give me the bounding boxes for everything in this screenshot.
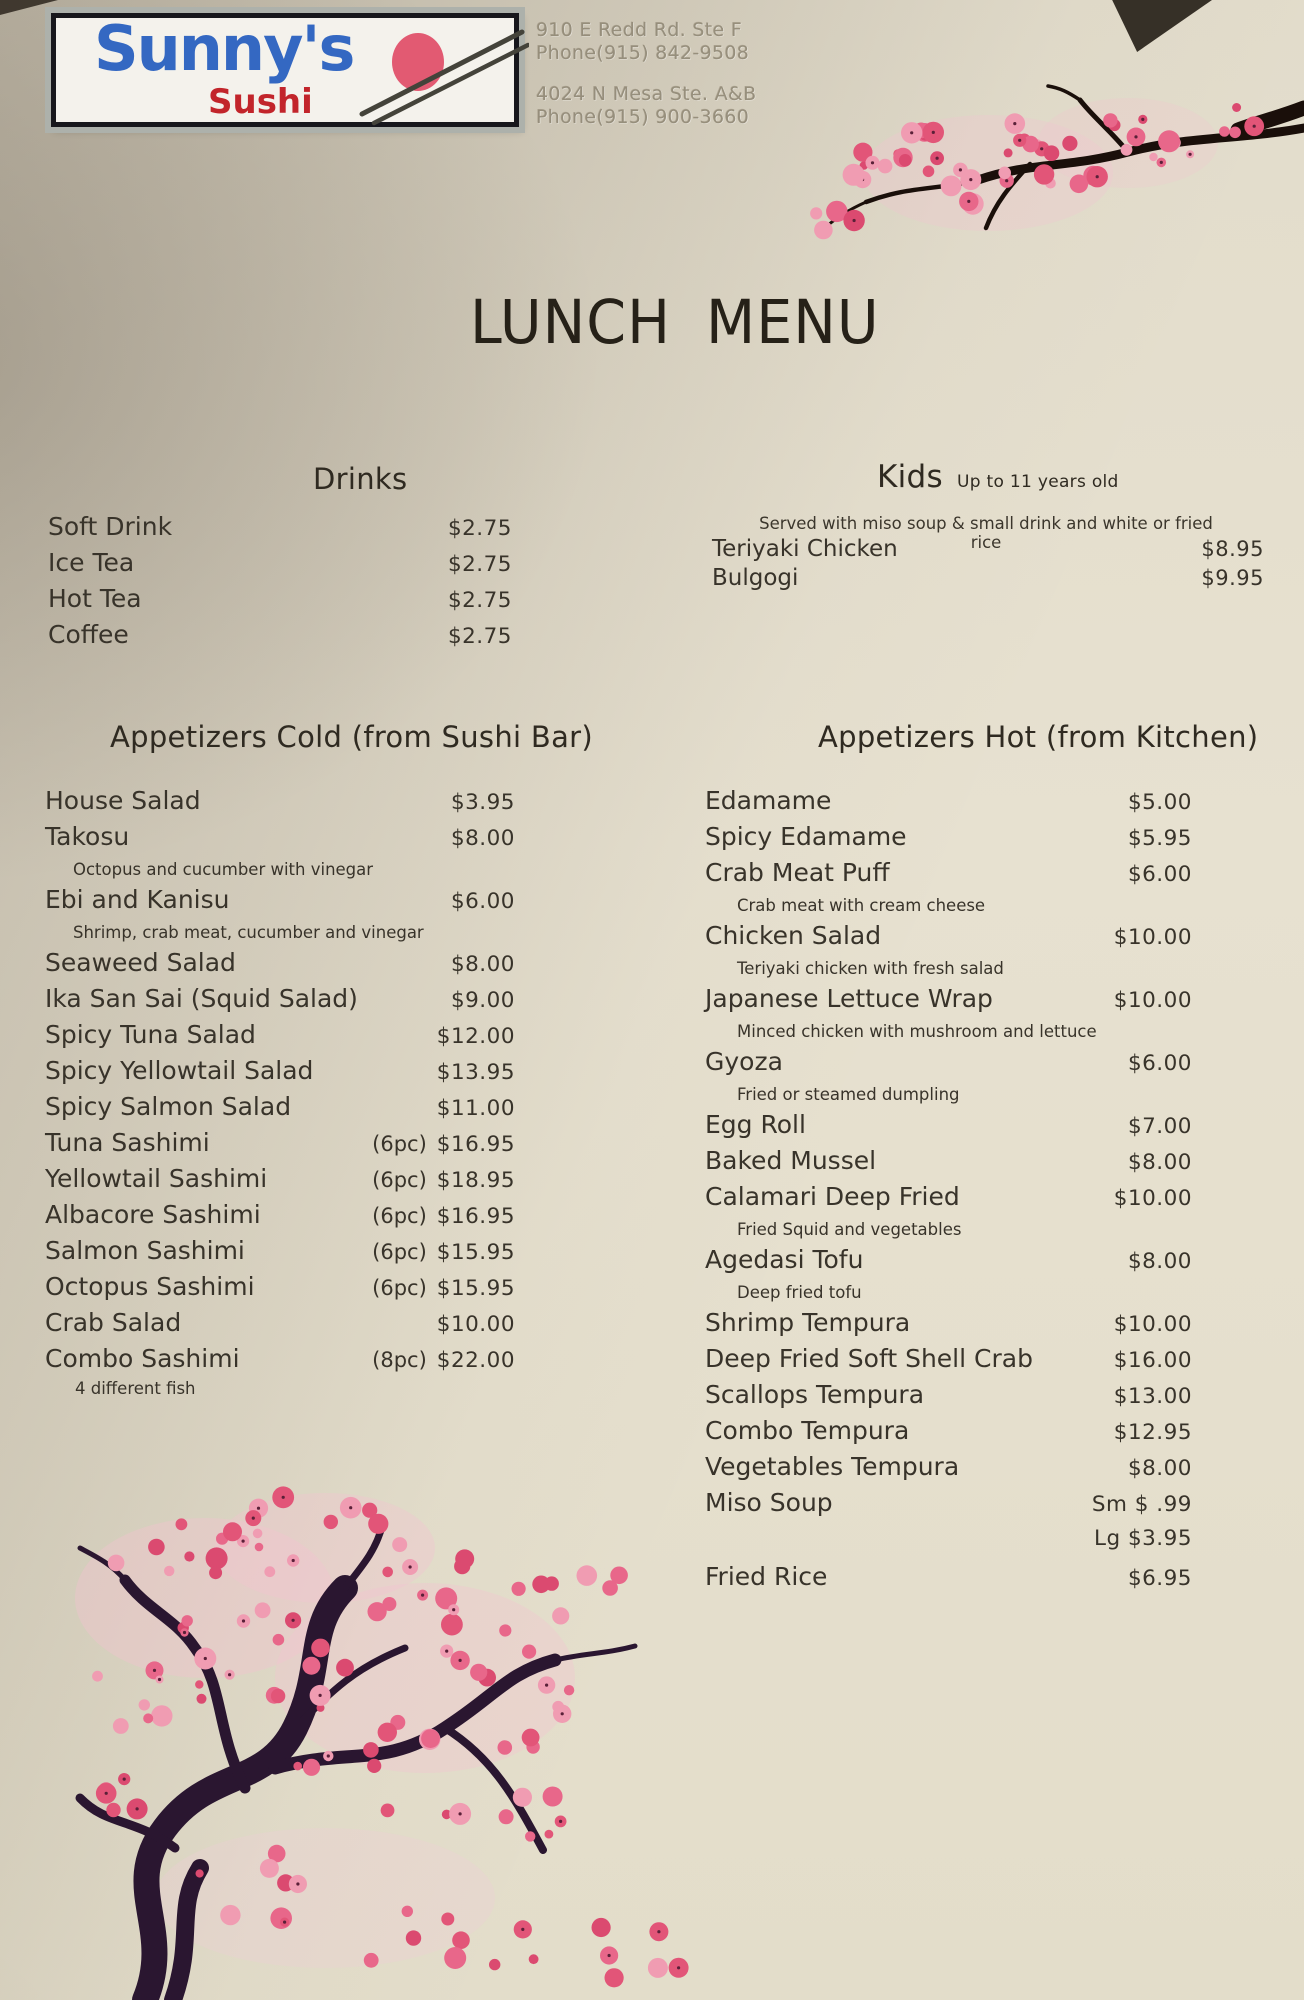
item-price: $2.75	[447, 624, 512, 649]
item-name: Spicy Salmon Salad	[45, 1092, 292, 1121]
item-price-group	[372, 1344, 515, 1378]
menu-item-row	[705, 1414, 1192, 1450]
item-price-group	[437, 1020, 515, 1054]
restaurant-name-sub: Sushi	[208, 82, 313, 122]
menu-item-row	[705, 1560, 1192, 1596]
menu-item	[45, 1198, 515, 1234]
menu-item	[48, 510, 512, 546]
item-price-group	[451, 786, 515, 820]
item-description: Teriyaki chicken with fresh salad	[737, 959, 1004, 978]
item-price: $6.95	[1127, 1566, 1192, 1591]
menu-item-row	[45, 1090, 515, 1126]
menu-item	[705, 1144, 1192, 1180]
item-name: Bulgogi	[712, 564, 799, 591]
item-quantity: (8pc)	[372, 1348, 427, 1372]
item-name: Seaweed Salad	[45, 948, 236, 977]
menu-item-row	[705, 1450, 1192, 1486]
item-name: Octopus Sashimi	[45, 1272, 255, 1301]
phone-line: Phone(915) 842-9508	[536, 42, 750, 64]
menu-item-row	[705, 1144, 1192, 1180]
menu-item	[45, 1090, 515, 1126]
item-price-group	[1201, 565, 1264, 594]
appetizers-cold-list	[45, 784, 515, 1400]
item-price: $16.95	[436, 1132, 515, 1157]
address-line: 4024 N Mesa Ste. A&B	[536, 83, 757, 105]
menu-item	[45, 1126, 515, 1162]
item-price-group	[437, 1092, 515, 1126]
chopsticks-icon	[362, 32, 528, 123]
item-price: $13.00	[1113, 1384, 1192, 1409]
item-name: Spicy Tuna Salad	[45, 1020, 256, 1049]
menu-item-row	[45, 1126, 515, 1162]
logo-art	[344, 22, 529, 127]
item-price-group	[1128, 1110, 1192, 1144]
item-name: Egg Roll	[705, 1110, 806, 1139]
item-price-group	[448, 584, 512, 618]
item-name: Tuna Sashimi	[45, 1128, 210, 1157]
item-price: $9.00	[450, 988, 515, 1013]
item-price-group	[1128, 858, 1192, 892]
item-name: Spicy Yellowtail Salad	[45, 1056, 314, 1085]
item-price: $10.00	[1113, 988, 1192, 1013]
item-price: $10.00	[436, 1312, 515, 1337]
item-name: Crab Meat Puff	[705, 858, 890, 887]
appetizers-hot-heading: Appetizers Hot (from Kitchen)	[818, 720, 1259, 754]
menu-item-row	[45, 784, 515, 820]
item-name: Shrimp Tempura	[705, 1308, 911, 1337]
item-name: Gyoza	[705, 1047, 783, 1076]
item-price-large: Lg $3.95	[1093, 1526, 1192, 1551]
item-price-group	[448, 620, 512, 654]
item-price-group	[1114, 921, 1192, 955]
item-price-group	[1114, 1182, 1192, 1216]
item-price-group	[448, 548, 512, 582]
item-name: Coffee	[48, 620, 129, 649]
menu-item-row	[45, 1234, 515, 1270]
item-price: $8.00	[1127, 1150, 1192, 1175]
item-price-group	[451, 885, 515, 919]
item-price: $16.00	[1113, 1348, 1192, 1373]
menu-item	[45, 982, 515, 1018]
menu-item-row	[705, 919, 1192, 955]
item-price-group	[372, 1164, 515, 1198]
menu-item	[705, 1180, 1192, 1243]
item-quantity: (6pc)	[372, 1240, 427, 1264]
item-name: Ebi and Kanisu	[45, 885, 230, 914]
menu-item	[45, 1306, 515, 1342]
item-price: $12.00	[436, 1024, 515, 1049]
item-price-group	[1128, 1562, 1192, 1596]
appetizers-hot-list	[705, 784, 1192, 1596]
item-price: $11.00	[436, 1096, 515, 1121]
menu-item	[705, 1450, 1192, 1486]
item-description: Octopus and cucumber with vinegar	[73, 860, 374, 879]
menu-item-row	[45, 946, 515, 982]
photo-corner-shadow	[0, 0, 58, 15]
restaurant-logo	[51, 13, 519, 127]
menu-item-row	[45, 883, 515, 919]
menu-item	[705, 919, 1192, 982]
address-line: 910 E Redd Rd. Ste F	[536, 19, 743, 41]
item-price: $6.00	[1127, 1051, 1192, 1076]
item-quantity: (6pc)	[372, 1168, 427, 1192]
item-description: Deep fried tofu	[737, 1283, 862, 1302]
item-price-group	[372, 1200, 515, 1234]
item-price-group	[1128, 1047, 1192, 1081]
item-price-group	[1114, 1380, 1192, 1414]
item-price-group	[451, 822, 515, 856]
menu-item	[45, 1342, 515, 1400]
menu-item	[705, 1414, 1192, 1450]
item-price: $2.75	[447, 516, 512, 541]
page-title: LUNCH MENU	[470, 288, 880, 358]
drinks-list	[48, 510, 512, 654]
item-price-group	[1114, 984, 1192, 1018]
menu-item-row	[48, 618, 512, 654]
item-quantity: (6pc)	[372, 1132, 427, 1156]
item-price: $8.00	[1127, 1249, 1192, 1274]
kids-list	[712, 536, 1264, 593]
menu-item-row	[705, 1243, 1192, 1279]
item-price: $16.95	[436, 1204, 515, 1229]
menu-item-row	[45, 1306, 515, 1342]
item-price: $12.95	[1113, 1420, 1192, 1445]
menu-item-row	[48, 510, 512, 546]
menu-item	[48, 618, 512, 654]
item-name: Japanese Lettuce Wrap	[705, 984, 993, 1013]
item-price: $9.95	[1201, 565, 1264, 590]
item-price: $15.95	[436, 1240, 515, 1265]
menu-item	[705, 784, 1192, 820]
menu-item-row	[705, 1306, 1192, 1342]
item-price: $8.00	[450, 952, 515, 977]
drinks-heading: Drinks	[313, 462, 408, 496]
item-name: Albacore Sashimi	[45, 1200, 261, 1229]
item-price-group	[372, 1236, 515, 1270]
menu-item-row	[45, 1018, 515, 1054]
menu-item	[705, 1243, 1192, 1306]
rising-sun-icon	[392, 33, 444, 91]
menu-item	[712, 536, 1264, 565]
menu-item-row	[48, 546, 512, 582]
menu-item-row	[712, 565, 1264, 594]
item-price-group	[437, 1056, 515, 1090]
menu-item	[45, 784, 515, 820]
item-price: Sm $ .99	[1091, 1492, 1192, 1517]
menu-item-row	[45, 1054, 515, 1090]
item-price-group	[1114, 1416, 1192, 1450]
item-price-group	[1114, 1344, 1192, 1378]
menu-item	[45, 1162, 515, 1198]
restaurant-name: Sunny's	[94, 12, 354, 85]
item-price-group	[1128, 786, 1192, 820]
item-price-group	[1128, 1245, 1192, 1279]
menu-item	[705, 856, 1192, 919]
item-description: Crab meat with cream cheese	[737, 896, 986, 915]
item-price: $6.00	[1127, 862, 1192, 887]
item-price-group	[372, 1128, 515, 1162]
menu-item	[705, 1378, 1192, 1414]
item-name: Baked Mussel	[705, 1146, 877, 1175]
menu-item-row	[45, 820, 515, 856]
item-name: Takosu	[45, 822, 130, 851]
item-price: $10.00	[1113, 925, 1192, 950]
item-name: Crab Salad	[45, 1308, 182, 1337]
item-description: 4 different fish	[75, 1379, 196, 1398]
item-description: Minced chicken with mushroom and lettuce	[737, 1022, 1097, 1041]
menu-item	[705, 1108, 1192, 1144]
menu-item-row	[45, 982, 515, 1018]
item-price-group	[1092, 1488, 1192, 1522]
item-name: Combo Tempura	[705, 1416, 910, 1445]
item-price-group	[1201, 536, 1264, 565]
menu-item-row	[705, 1486, 1192, 1522]
item-price: $18.95	[436, 1168, 515, 1193]
menu-item-row	[45, 1198, 515, 1234]
item-description: Fried Squid and vegetables	[737, 1220, 962, 1239]
item-name: Deep Fried Soft Shell Crab	[705, 1344, 1033, 1373]
item-price-group	[451, 948, 515, 982]
item-price: $2.75	[447, 552, 512, 577]
menu-item	[705, 1306, 1192, 1342]
item-price: $13.95	[436, 1060, 515, 1085]
item-name: Hot Tea	[48, 584, 142, 613]
item-name: Agedasi Tofu	[705, 1245, 864, 1274]
item-price-group	[1114, 1308, 1192, 1342]
item-price-group	[1128, 1146, 1192, 1180]
item-price-group	[448, 512, 512, 546]
item-name: Vegetables Tempura	[705, 1452, 960, 1481]
item-description: Fried or steamed dumpling	[737, 1085, 960, 1104]
menu-item	[48, 546, 512, 582]
item-price: $8.00	[450, 826, 515, 851]
cherry-blossom-tree	[25, 1468, 725, 2000]
item-price-group	[451, 984, 515, 1018]
menu-item	[705, 1486, 1192, 1555]
kids-heading	[877, 459, 1119, 495]
item-name: Yellowtail Sashimi	[45, 1164, 268, 1193]
menu-item	[45, 1054, 515, 1090]
item-name: Chicken Salad	[705, 921, 882, 950]
item-name: Scallops Tempura	[705, 1380, 925, 1409]
item-name: Edamame	[705, 786, 832, 815]
item-quantity: (6pc)	[372, 1204, 427, 1228]
menu-item-row	[705, 820, 1192, 856]
item-price-group	[1128, 822, 1192, 856]
menu-item	[45, 946, 515, 982]
menu-item-row	[705, 784, 1192, 820]
menu-item	[45, 1234, 515, 1270]
menu-item	[712, 565, 1264, 594]
item-name: Spicy Edamame	[705, 822, 907, 851]
menu-item-row	[45, 1270, 515, 1306]
item-description: Shrimp, crab meat, cucumber and vinegar	[73, 923, 424, 942]
item-price-group	[437, 1308, 515, 1342]
item-name: Calamari Deep Fried	[705, 1182, 960, 1211]
photo-background-wedge	[1108, 0, 1212, 52]
menu-item-row	[705, 856, 1192, 892]
item-price: $2.75	[447, 588, 512, 613]
menu-item	[45, 1018, 515, 1054]
item-price-group	[372, 1272, 515, 1306]
item-price: $8.95	[1201, 537, 1264, 561]
menu-item-row	[712, 536, 1264, 565]
item-price: $6.00	[450, 889, 515, 914]
menu-item-row	[705, 1045, 1192, 1081]
menu-item-row	[705, 982, 1192, 1018]
item-price: $3.95	[450, 790, 515, 815]
item-name: Soft Drink	[48, 512, 173, 541]
item-name: Ice Tea	[48, 548, 135, 577]
item-price: $10.00	[1113, 1186, 1192, 1211]
menu-item	[705, 1560, 1192, 1596]
menu-item	[45, 1270, 515, 1306]
contact-info	[536, 19, 756, 129]
item-price: $7.00	[1127, 1114, 1192, 1139]
item-quantity: (6pc)	[372, 1276, 427, 1300]
item-price: $8.00	[1127, 1456, 1192, 1481]
menu-item-row	[705, 1378, 1192, 1414]
item-price: $5.95	[1127, 826, 1192, 851]
phone-line: Phone(915) 900-3660	[536, 106, 750, 128]
item-name: Miso Soup	[705, 1488, 833, 1517]
kids-age-note: Up to 11 years old	[956, 472, 1119, 492]
item-name: Fried Rice	[705, 1562, 828, 1591]
item-price: $10.00	[1113, 1312, 1192, 1337]
item-name: House Salad	[45, 786, 201, 815]
kids-served-note: Served with miso soup & small drink and white or fried rice	[759, 514, 1213, 552]
menu-item	[48, 582, 512, 618]
menu-item-row	[705, 1180, 1192, 1216]
menu-item-row	[45, 1162, 515, 1198]
item-price: $15.95	[436, 1276, 515, 1301]
item-price: $22.00	[436, 1348, 515, 1373]
item-price-group	[1128, 1452, 1192, 1486]
menu-item-row	[705, 1342, 1192, 1378]
cherry-blossom-branch	[808, 78, 1304, 266]
item-name: Salmon Sashimi	[45, 1236, 245, 1265]
menu-item-row	[48, 582, 512, 618]
menu-item	[45, 820, 515, 883]
appetizers-cold-heading: Appetizers Cold (from Sushi Bar)	[110, 720, 593, 754]
menu-item	[705, 820, 1192, 856]
menu-item	[705, 1342, 1192, 1378]
item-name: Combo Sashimi	[45, 1344, 240, 1373]
menu-item	[705, 982, 1192, 1045]
item-price: $5.00	[1127, 790, 1192, 815]
menu-item-row	[705, 1108, 1192, 1144]
item-name: Ika San Sai (Squid Salad)	[45, 984, 358, 1013]
menu-item-row	[45, 1342, 515, 1378]
menu-item	[705, 1045, 1192, 1108]
menu-item	[45, 883, 515, 946]
item-name: Teriyaki Chicken	[712, 536, 898, 562]
kids-heading-text: Kids	[877, 459, 943, 495]
